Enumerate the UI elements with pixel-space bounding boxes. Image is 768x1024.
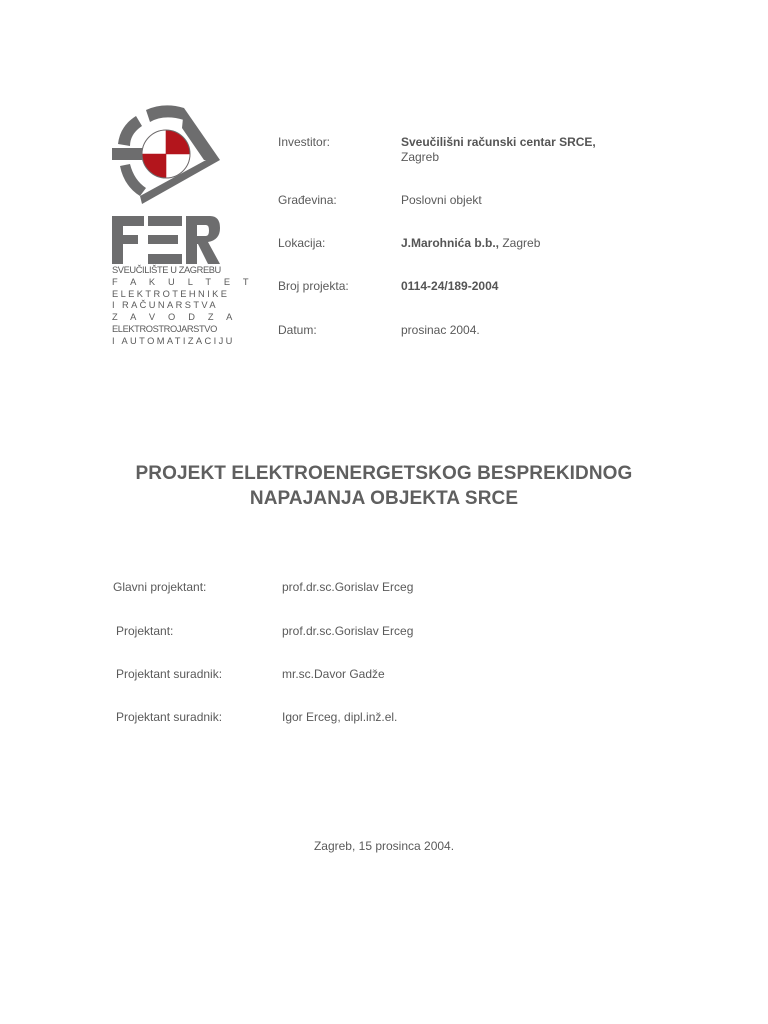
logo-line: SVEUČILIŠTE U ZAGREBU bbox=[112, 265, 221, 275]
info-value bbox=[401, 236, 540, 251]
lokacija-address: J.Marohnića b.b., bbox=[401, 236, 500, 250]
logo-line: F A K U L T E T bbox=[112, 276, 254, 287]
fer-wordmark bbox=[112, 216, 220, 264]
logo-line: I RAČUNARSTVA bbox=[112, 300, 218, 311]
logo-line: ELEKTROTEHNIKE bbox=[112, 288, 230, 299]
logo-institution-text bbox=[112, 265, 254, 348]
info-label: Investitor: bbox=[278, 135, 331, 149]
document-title bbox=[0, 461, 768, 511]
footer-place-date: Zagreb, 15 prosinca 2004. bbox=[313, 839, 455, 853]
info-value: 0114-24/189-2004 bbox=[401, 279, 499, 293]
info-label: Građevina: bbox=[278, 193, 337, 207]
staff-name: mr.sc.Davor Gadže bbox=[282, 667, 385, 681]
lokacija-city: Zagreb bbox=[499, 236, 541, 250]
info-value: Poslovni objekt bbox=[401, 193, 482, 207]
title-line: NAPAJANJA OBJEKTA SRCE bbox=[249, 488, 519, 509]
staff-label: Projektant suradnik: bbox=[116, 667, 223, 681]
staff-label: Projektant suradnik: bbox=[116, 710, 223, 724]
title-line: PROJEKT ELEKTROENERGETSKOG BESPREKIDNOG bbox=[135, 463, 633, 484]
info-label: Datum: bbox=[278, 323, 317, 337]
staff-name: Igor Erceg, dipl.inž.el. bbox=[282, 710, 398, 724]
info-label: Lokacija: bbox=[278, 236, 326, 250]
info-label: Broj projekta: bbox=[278, 279, 349, 293]
fer-emblem-icon bbox=[112, 104, 220, 204]
logo-line: I AUTOMATIZACIJU bbox=[112, 335, 235, 346]
info-value bbox=[401, 135, 596, 165]
investitor-city: Zagreb bbox=[401, 150, 440, 164]
staff-name: prof.dr.sc.Gorislav Erceg bbox=[282, 624, 414, 638]
logo-line: Z A V O D Z A bbox=[112, 312, 238, 323]
fer-logo bbox=[112, 104, 254, 348]
investitor-name: Sveučilišni računski centar SRCE, bbox=[401, 135, 596, 149]
staff-label: Glavni projektant: bbox=[113, 580, 207, 594]
info-value: prosinac 2004. bbox=[401, 323, 480, 337]
staff-name: prof.dr.sc.Gorislav Erceg bbox=[282, 580, 414, 594]
logo-line: ELEKTROSTROJARSTVO bbox=[112, 323, 217, 334]
staff-label: Projektant: bbox=[116, 624, 174, 638]
